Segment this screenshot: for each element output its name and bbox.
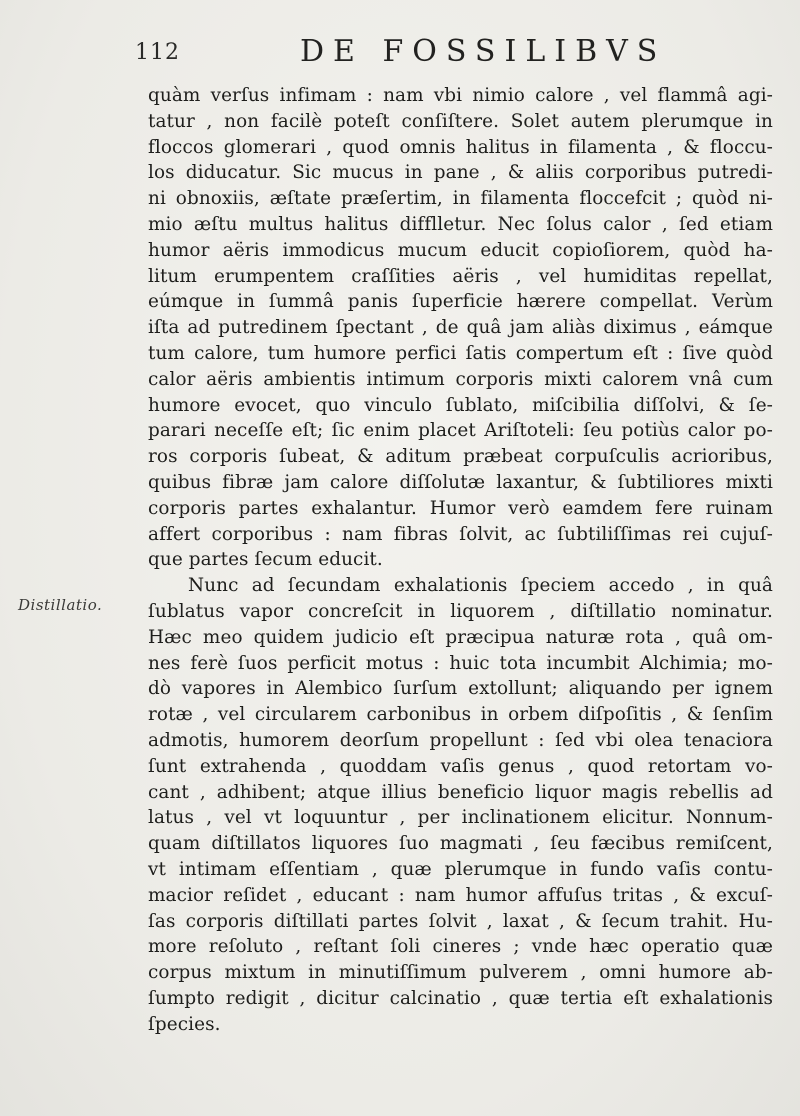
text-line: tatur , non facilè poteſt conſiſtere. Solet autem plerumque in bbox=[148, 110, 773, 132]
text-line: que partes ſecum educit. bbox=[148, 549, 383, 571]
text-line: ſublatus vapor concreſcit in liquorem , diſtillatio nominatur. bbox=[148, 600, 773, 622]
text-line: iſta ad putredinem ſpectant , de quâ jam aliàs diximus , eámque bbox=[148, 317, 773, 339]
text-line: tum calore, tum humore perfici ſatis compertum eſt : ſive quòd bbox=[148, 342, 773, 364]
text-line: cant , adhibent; atque illius beneficio liquor magis rebellis ad bbox=[148, 781, 773, 803]
text-line: more reſoluto , reſtant ſoli cineres ; vnde hæc operatio quæ bbox=[148, 936, 773, 958]
text-line: Hæc meo quidem judicio eſt præcipua naturæ rota , quâ om- bbox=[148, 626, 773, 648]
text-line: ros corporis ſubeat, & aditum præbeat corpuſculis acrioribus, bbox=[148, 446, 773, 468]
text-line: rotæ , vel circularem carbonibus in orbem diſpoſitis , & ſenſim bbox=[148, 704, 773, 726]
text-line: corpus mixtum in minutiſſimum pulverem , omni humore ab- bbox=[148, 962, 773, 984]
text-line: eúmque in ſummâ panis ſuperficie hærere compellat. Verùm bbox=[148, 291, 773, 313]
text-line: latus , vel vt loquuntur , per inclinationem elicitur. Nonnum- bbox=[148, 807, 773, 829]
margin-note: Distillatio. bbox=[18, 596, 103, 614]
text-line: los diducatur. Sic mucus in pane , & aliis corporibus putredi- bbox=[148, 162, 773, 184]
running-title: DE FOSSILIBVS bbox=[300, 34, 667, 69]
text-line: ſunt extrahenda , quoddam vaſis genus , quod retortam vo- bbox=[148, 755, 773, 777]
text-line: humor aëris immodicus mucum educit copioſiorem, quòd ha- bbox=[148, 239, 773, 261]
text-line: mio æſtu multus halitus difflletur. Nec ſolus calor , ſed etiam bbox=[148, 213, 773, 235]
text-line: corporis partes exhalantur. Humor verò eamdem fere ruinam bbox=[148, 497, 773, 519]
text-line: humore evocet, quo vinculo ſublato, miſcibilia diſſolvi, & ſe- bbox=[148, 394, 773, 416]
text-line: calor aëris ambientis intimum corporis mixti calorem vnâ cum bbox=[148, 368, 773, 390]
page-header bbox=[0, 28, 800, 68]
text-line: ſumpto redigit , dicitur calcinatio , quæ tertia eſt exhalationis bbox=[148, 987, 773, 1009]
text-line: parari neceſſe eſt; ſic enim placet Ariſtoteli: ſeu potiùs calor po- bbox=[148, 420, 773, 442]
body-text bbox=[148, 83, 773, 1037]
text-line: litum erumpentem craſſities aëris , vel humiditas repellat, bbox=[148, 265, 773, 287]
text-line: Nunc ad ſecundam exhalationis ſpeciem accedo , in quâ bbox=[188, 575, 773, 597]
text-line: vt intimam eſſentiam , quæ plerumque in fundo vaſis contu- bbox=[148, 858, 773, 880]
text-line: dò vapores in Alembico ſurſum extollunt; aliquando per ignem bbox=[148, 678, 773, 700]
text-line: nes ferè ſuos perficit motus : huic tota incumbit Alchimia; mo- bbox=[148, 652, 773, 674]
text-line: quibus fibræ jam calore diſſolutæ laxantur, & ſubtiliores mixti bbox=[148, 471, 773, 493]
text-line: ſpecies. bbox=[148, 1013, 221, 1035]
text-line: affert corporibus : nam fibras ſolvit, ac ſubtiliſſimas rei cujuſ- bbox=[148, 523, 773, 545]
page-number: 112 bbox=[135, 40, 180, 65]
text-line: floccos glomerari , quod omnis halitus in filamenta , & floccu- bbox=[148, 136, 773, 158]
text-line: ſas corporis diſtillati partes ſolvit , laxat , & ſecum trahit. Hu- bbox=[148, 910, 773, 932]
text-line: quam diſtillatos liquores ſuo magmati , ſeu fæcibus remiſcent, bbox=[148, 833, 773, 855]
text-line: macior reſidet , educant : nam humor affuſus tritas , & excuſ- bbox=[148, 884, 773, 906]
text-line: ni obnoxiis, æſtate præſertim, in filamenta floccefcit ; quòd ni- bbox=[148, 188, 773, 210]
text-line: admotis, humorem deorſum propellunt : ſed vbi olea tenaciora bbox=[148, 729, 773, 751]
text-line: quàm verſus infimam : nam vbi nimio calore , vel flammâ agi- bbox=[148, 85, 773, 106]
